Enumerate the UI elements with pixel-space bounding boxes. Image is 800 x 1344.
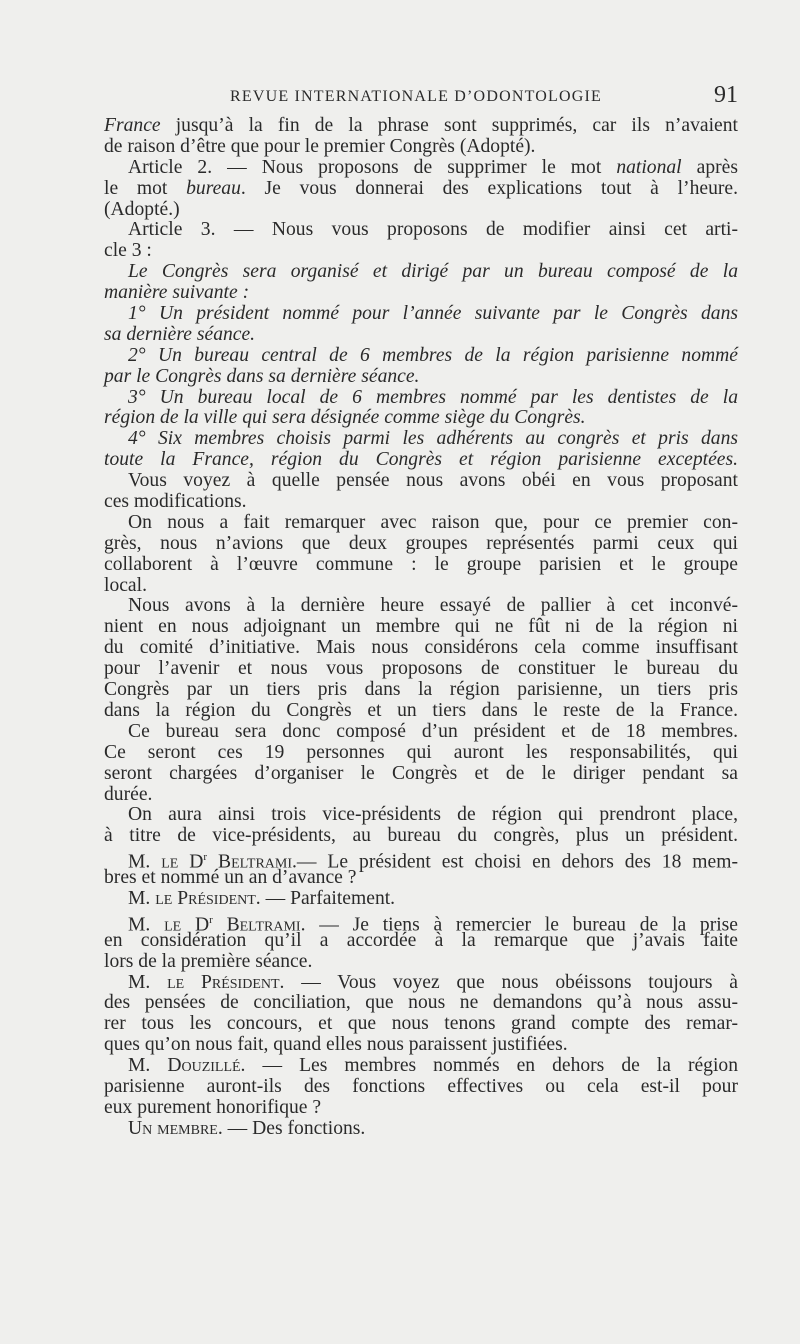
text-line: ces modifications.	[104, 491, 247, 513]
text-span: jusqu’à la fin de la phrase sont supprimés, car ils n’avaient	[160, 115, 738, 136]
text-span: après	[681, 156, 738, 178]
text-line	[104, 889, 738, 910]
text-line: collaborent à l’œuvre commune : le groupe parisien et le groupe	[104, 553, 738, 575]
text-line	[104, 450, 738, 471]
text-line	[104, 262, 738, 283]
speaker-name: Beltrami.	[212, 914, 306, 936]
speaker-name: M. le D	[128, 914, 210, 936]
text-line: du comité d’initiative. Mais nous considérons cela comme insuffisant	[104, 637, 738, 659]
text-line	[104, 304, 738, 325]
page-header	[104, 84, 738, 110]
italic-line: 2° Un bureau central de 6 membres de la région parisienne nommé	[128, 344, 738, 366]
text-line: des pensées de conciliation, que nous ne demandons qu’à nous assu-	[104, 992, 738, 1014]
text-line: dans la région du Congrès et un tiers dans le reste de la France.	[104, 699, 738, 721]
superscript: r	[209, 913, 213, 926]
text-line: local.	[104, 574, 147, 596]
speaker-name: M. le Président.	[128, 887, 261, 909]
superscript: r	[203, 851, 208, 864]
text-line: bres et nommé un an d’avance ?	[104, 867, 357, 889]
text-span: — Parfaitement.	[260, 887, 396, 909]
text-line: en considération qu’il a accordée à la remarque que j’avais faite	[104, 929, 738, 951]
italic-line: Le Congrès sera organisé et dirigé par un bureau composé de la	[128, 261, 738, 283]
text-line: seront chargées d’organiser le Congrès et de le diriger pendant sa	[104, 762, 738, 784]
text-line: Ce bureau sera donc composé d’un président et de 18 membres.	[128, 720, 738, 742]
speaker-name: M. le Président.	[128, 971, 285, 993]
text-line: Vous voyez à quelle pensée nous avons obéi en vous proposant	[128, 470, 738, 492]
text-line	[104, 367, 738, 388]
text-line: Congrès par un tiers pris dans la région parisienne, un tiers pris	[104, 679, 738, 701]
text-line	[104, 325, 738, 346]
text-line: nient en nous adjoignant un membre qui ne fût ni de la région ni	[104, 616, 738, 638]
italic-line: 3° Un bureau local de 6 membres nommé par les dentistes de la	[128, 386, 738, 408]
text-line: grès, nous n’avions que deux groupes représentés parmi ceux qui	[104, 532, 738, 554]
text-line: de raison d’être que pour le premier Congrès (Adopté).	[104, 135, 536, 157]
text-line: eux purement honorifique ?	[104, 1096, 322, 1118]
speaker-name: Beltrami.	[207, 851, 297, 873]
text-line: ques qu’on nous fait, quand elles nous paraissent justifiées.	[104, 1034, 568, 1056]
text-line: cle 3 :	[104, 240, 152, 262]
page-body	[104, 116, 738, 1140]
text-span: — Vous voyez que nous obéissons toujours à	[284, 971, 738, 993]
text-line	[104, 116, 738, 137]
italic-line: manière suivante :	[104, 282, 250, 304]
running-head: REVUE INTERNATIONALE D’ODONTOLOGIE	[230, 88, 603, 105]
speaker-name: M. Douzillé.	[128, 1055, 246, 1077]
text-line: Article 3. — Nous vous proposons de modifier ainsi cet arti-	[128, 219, 738, 241]
text-span: — Des fonctions.	[222, 1117, 366, 1139]
text-line	[104, 388, 738, 409]
italic-line: toute la France, région du Congrès et région parisienne exceptées.	[104, 449, 738, 471]
text-span: — Le président est choisi en dehors des 18 mem-	[296, 851, 739, 873]
text-line: rer tous les concours, et que nous tenons grand compte des remar-	[104, 1013, 738, 1035]
speaker-name: M. le D	[128, 851, 204, 873]
italic-word: France	[104, 115, 161, 136]
text-line: parisienne auront-ils des fonctions effectives ou cela est-il pour	[104, 1075, 738, 1097]
text-line	[104, 910, 739, 936]
italic-line: région de la ville qui sera désignée comme siège du Congrès.	[104, 407, 586, 429]
text-line	[104, 1056, 738, 1077]
text-line	[104, 346, 738, 367]
speaker-name: Un membre.	[128, 1117, 223, 1139]
italic-line: 4° Six membres choisis parmi les adhérents au congrès et pris dans	[128, 428, 738, 450]
text-line: lors de la première séance.	[104, 950, 313, 972]
text-line	[104, 158, 738, 179]
text-line: à titre de vice-présidents, au bureau du congrès, plus un président.	[104, 825, 738, 847]
italic-word: bureau	[186, 177, 241, 199]
text-span: — Je tiens à remercier le bureau de la prise	[305, 914, 739, 936]
text-line	[104, 283, 738, 304]
text-line	[104, 429, 738, 450]
text-line: On aura ainsi trois vice-présidents de région qui prendront place,	[128, 804, 738, 826]
italic-line: 1° Un président nommé pour l’année suivante par le Congrès dans	[128, 303, 738, 325]
text-line: Ce seront ces 19 personnes qui auront les responsabilités, qui	[104, 741, 738, 763]
text-line: Nous avons à la dernière heure essayé de pallier à cet inconvé-	[128, 595, 738, 617]
text-span: Article 2. — Nous proposons de supprimer le mot	[128, 156, 617, 178]
text-line	[104, 408, 738, 429]
text-line	[104, 847, 739, 873]
italic-line: par le Congrès dans sa dernière séance.	[104, 365, 420, 387]
text-span: le mot	[104, 177, 187, 199]
text-line: (Adopté.)	[104, 198, 180, 220]
text-line: On nous a fait remarquer avec raison que, pour ce premier con-	[128, 511, 738, 533]
text-line	[104, 179, 738, 200]
text-line	[104, 973, 738, 994]
page-number: 91	[714, 82, 738, 108]
italic-word: national	[616, 156, 682, 178]
italic-line: sa dernière séance.	[104, 323, 256, 345]
text-span: — Les membres nommés en dehors de la région	[245, 1055, 739, 1077]
text-line: durée.	[104, 783, 153, 805]
text-span: . Je vous donnerai des explications tout à l’heure.	[240, 177, 738, 199]
text-line: pour l’avenir et nous vous proposons de constituer le bureau du	[104, 658, 738, 680]
text-line	[104, 1119, 738, 1140]
